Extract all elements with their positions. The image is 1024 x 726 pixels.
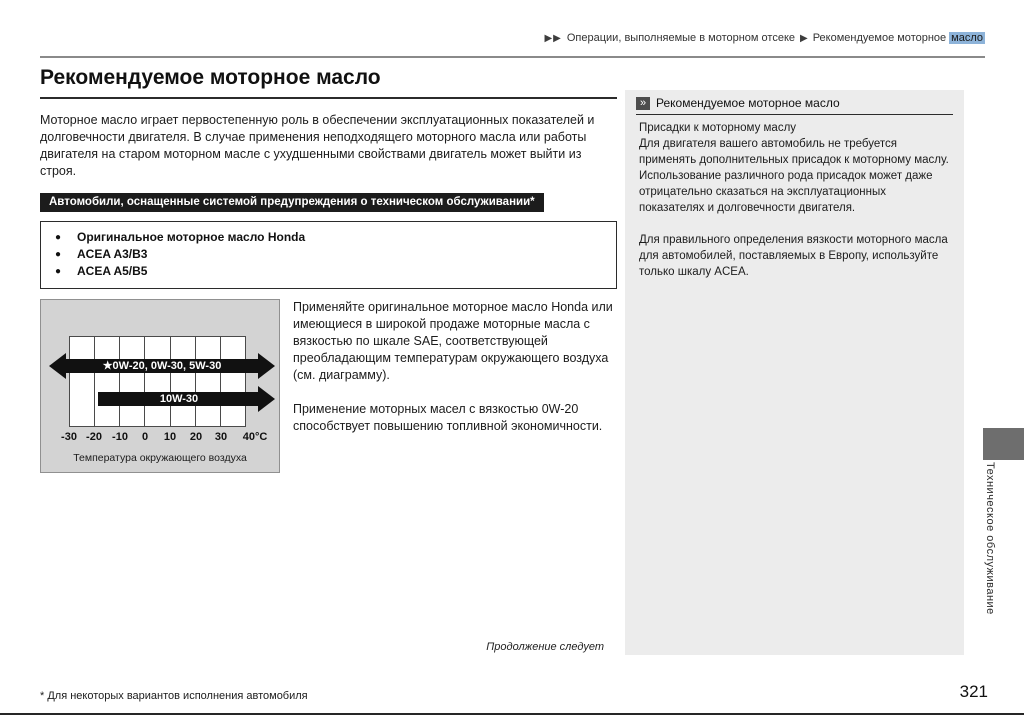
viscosity-bar-label: ★0W-20, 0W-30, 5W-30	[64, 359, 260, 373]
oil-viscosity-diagram	[40, 299, 280, 473]
page-number: 321	[959, 682, 988, 701]
reference-sidebar	[625, 90, 964, 655]
body-paragraph: Применение моторных масел с вязкостью 0W-20 способствует повышению топливной экономичности.	[293, 402, 603, 433]
sidebar-paragraph: Для правильного определения вязкости моторного масла для автомобилей, поставляемых в Европу, используйте только шкалу ACEA.	[639, 234, 948, 278]
chapter-tab-marker	[983, 428, 1024, 460]
oil-list	[49, 229, 608, 280]
header-rule	[40, 56, 985, 58]
list-item	[49, 246, 608, 263]
viscosity-bar-label: 10W-30	[98, 392, 260, 406]
oil-list-item-label: ACEA A3/B3	[77, 247, 148, 261]
axis-tick: 20	[189, 431, 203, 443]
diagram-section	[40, 299, 617, 473]
axis-tick: 0	[141, 431, 149, 443]
sidebar-subheading: Присадки к моторному маслу	[639, 122, 797, 134]
main-column	[40, 66, 617, 473]
body-paragraph: Применяйте оригинальное моторное масло Honda или имеющиеся в широкой продаже моторные масла с вязкостью по шкале SAE, соответствующей преобладающим температурам окружающего воздуха (см. диаграмму).	[293, 300, 613, 382]
footnote: * Для некоторых вариантов исполнения автомобиля	[40, 690, 308, 702]
breadcrumb-arrow-icon: ▶	[800, 33, 808, 44]
continuation-note: Продолжение следует	[486, 641, 604, 653]
viscosity-range-bar	[49, 353, 275, 379]
oil-list-item-label: ACEA A5/B5	[77, 264, 148, 278]
viscosity-range-bar	[98, 386, 275, 412]
axis-tick: -20	[86, 431, 102, 443]
arrow-right-icon	[258, 353, 275, 379]
chapter-tab-label: Техническое обслуживание	[984, 462, 996, 615]
breadcrumb-double-arrow-icon: ▶▶	[544, 33, 562, 44]
oil-list-item-label: Оригинальное моторное масло Honda	[77, 230, 306, 244]
arrow-right-icon	[258, 386, 275, 412]
axis-tick: -10	[112, 431, 128, 443]
list-item	[49, 263, 608, 280]
breadcrumb-section: Операции, выполняемые в моторном отсеке	[566, 32, 795, 44]
bullet-icon: ●	[55, 232, 62, 243]
temperature-grid	[69, 336, 246, 427]
breadcrumb	[0, 32, 985, 44]
breadcrumb-page: Рекомендуемое моторное	[812, 32, 947, 44]
axis-tick: -30	[61, 431, 77, 443]
breadcrumb-search-highlight: масло	[951, 32, 983, 44]
diagram-side-text	[293, 299, 617, 473]
bullet-icon: ●	[55, 266, 62, 277]
maintenance-system-banner: Автомобили, оснащенные системой предупреждения о техническом обслуживании*	[40, 193, 544, 212]
diagram-caption: Температура окружающего воздуха	[73, 452, 247, 464]
sidebar-title: Рекомендуемое моторное масло	[656, 96, 840, 110]
axis-tick: 10	[163, 431, 177, 443]
double-chevron-icon: »	[636, 97, 650, 110]
recommended-oil-box	[40, 221, 617, 289]
sidebar-paragraph: Для двигателя вашего автомобиль не требуется применять дополнительных присадок к моторному маслу. Использование различного рода присадок может даже отрицательно сказаться на эксплуатационных показателях и долговечности двигателя.	[639, 138, 949, 214]
axis-tick: 40°C	[242, 431, 268, 443]
page-title: Рекомендуемое моторное масло	[40, 66, 617, 99]
list-item	[49, 229, 608, 246]
axis-tick: 30	[214, 431, 228, 443]
sidebar-header	[636, 96, 953, 115]
bullet-icon: ●	[55, 249, 62, 260]
intro-paragraph: Моторное масло играет первостепенную роль в обеспечении эксплуатационных показателей и долговечности двигателя. В случае применения неподходящего моторного масла или работы двигателя на старом моторном масле с ухудшенными свойствами двигатель может выйти из строя.	[40, 113, 595, 178]
page-bottom-rule	[0, 713, 1024, 715]
